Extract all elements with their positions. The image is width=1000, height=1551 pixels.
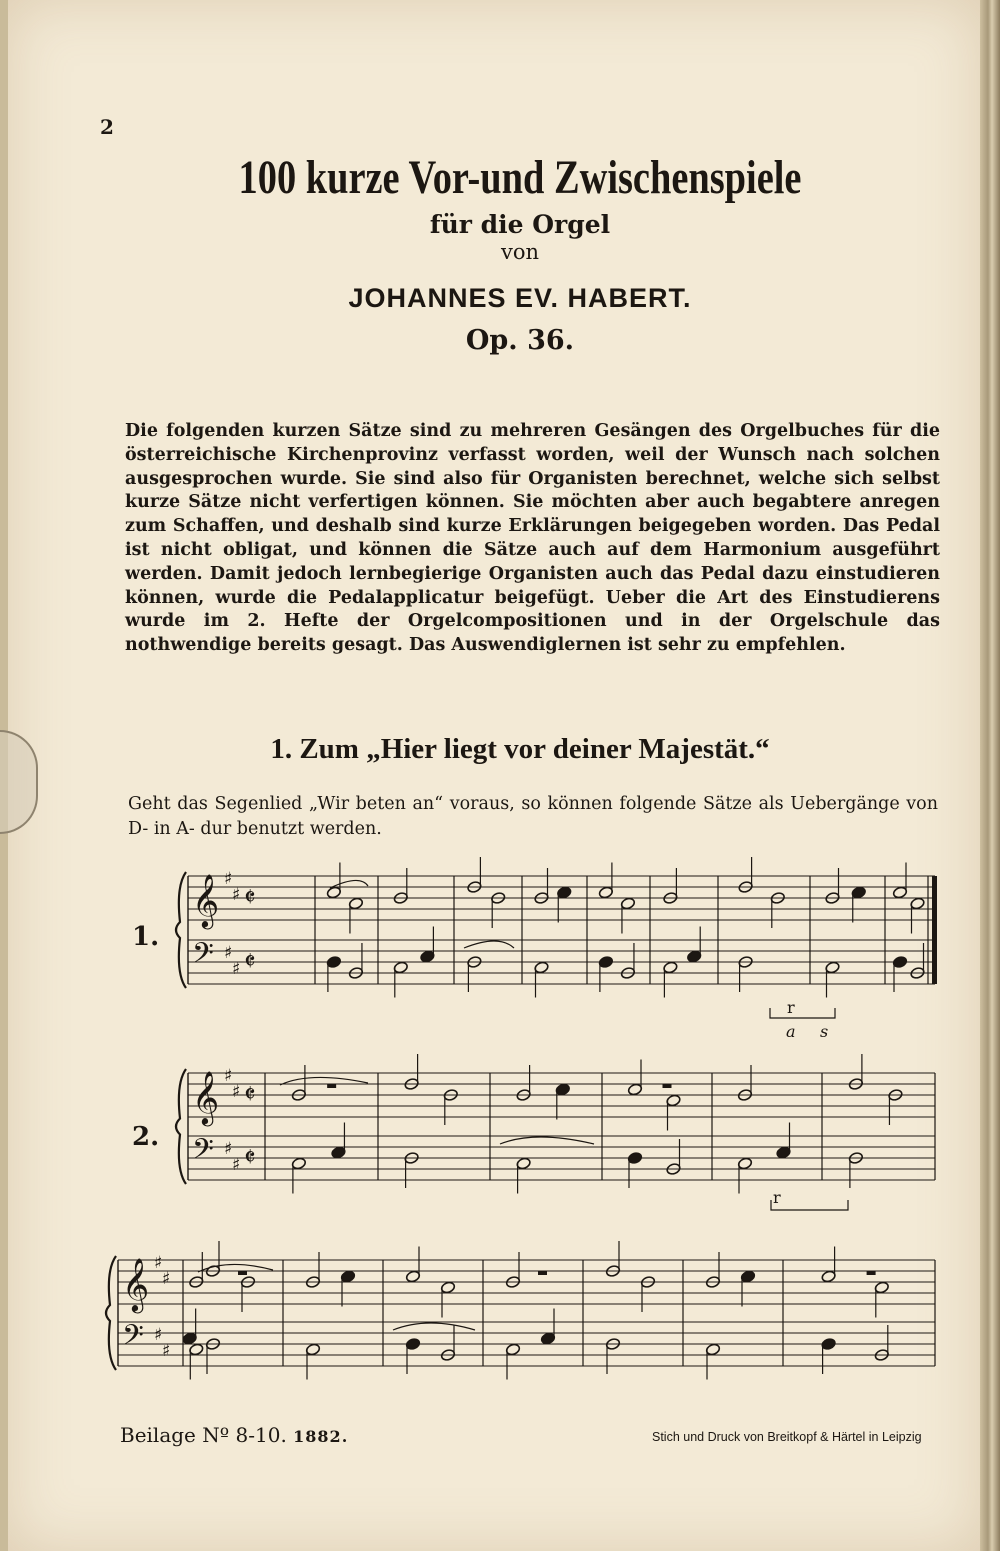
note-head xyxy=(326,955,341,968)
note-head xyxy=(821,1270,836,1283)
key-sharp: ♯ xyxy=(232,1155,241,1175)
page-number: 2 xyxy=(100,115,114,139)
note-head xyxy=(405,1270,420,1283)
half-rest xyxy=(867,1271,876,1275)
key-sharp: ♯ xyxy=(162,1341,171,1361)
key-sharp: ♯ xyxy=(154,1325,163,1345)
note-head xyxy=(440,1281,455,1294)
key-sharp: ♯ xyxy=(232,1082,241,1102)
bass-clef: 𝄢 xyxy=(192,937,214,977)
note-head xyxy=(189,1343,204,1356)
note-head xyxy=(348,897,363,910)
pedal-bracket xyxy=(770,1008,835,1018)
time-signature: 𝄵 xyxy=(244,883,256,913)
by-line: von xyxy=(500,240,540,264)
printer-credit: Stich und Druck von Breitkopf & Härtel in Leipzig xyxy=(652,1430,922,1444)
system-number: 1. xyxy=(132,922,160,952)
note-head xyxy=(291,1157,306,1170)
system-brace xyxy=(106,1256,116,1370)
note-head xyxy=(555,1083,570,1096)
treble-clef: 𝄞 xyxy=(192,873,220,927)
section-heading: 1. Zum „Hier liegt vor deiner Majestät.“ xyxy=(270,733,770,765)
tie xyxy=(393,1323,475,1330)
pedal-mark: s xyxy=(820,1022,829,1041)
pedal-mark: r xyxy=(787,998,795,1017)
half-rest xyxy=(327,1084,336,1088)
note-head xyxy=(776,1146,791,1159)
system-brace xyxy=(176,1069,186,1184)
supplement-year: 1882. xyxy=(293,1427,349,1446)
note-head xyxy=(620,897,635,910)
note-head xyxy=(393,961,408,974)
note-head xyxy=(420,950,435,963)
note-head xyxy=(666,1094,681,1107)
bass-clef: 𝄢 xyxy=(192,1133,214,1173)
final-barline-thick xyxy=(932,876,937,984)
intro-paragraph: Die folgenden kurzen Sätze sind zu mehreren Gesängen des Orgelbuches für die österreichische Kirchenprovinz verfasst worden, weil der Wunsch nach solchen ausgesprochen wurde. Sie sind also für Organisten berechnet, welche sich selbst kurze Sätze nicht verfertigen können. Sie möchten aber auch begabtere anregen zum Schaffen, und deshalb sind kurze Erklärungen beigegeben worden. Das Pedal ist nicht obligat, und können die Sätze auch auf dem Harmonium ausgeführt werden. Damit jedoch lernbegierige Organisten auch das Pedal dazu einstudieren können, wurde die Pedalapplicatur beigefügt. Ueber die Art des Einstudierens wurde im 2. Hefte der Orgelcompositionen und in der Orgelschule das nothwendige bereits gesagt. Das Auswendiglernen ist sehr zu empfehlen. xyxy=(125,421,940,656)
key-sharp: ♯ xyxy=(154,1253,163,1273)
time-signature: 𝄵 xyxy=(244,947,256,977)
note-head xyxy=(405,1337,420,1350)
key-sharp: ♯ xyxy=(224,1139,233,1159)
page-title: 100 kurze Vor-und Zwischenspiele xyxy=(238,151,802,204)
half-rest xyxy=(538,1271,547,1275)
time-signature: 𝄵 xyxy=(244,1143,256,1173)
supplement-number: Beilage Nº 8-10. xyxy=(120,1423,287,1447)
note-head xyxy=(821,1337,836,1350)
treble-clef: 𝄞 xyxy=(122,1257,150,1311)
note-head xyxy=(505,1343,520,1356)
note-head xyxy=(340,1270,355,1283)
pedal-mark: r xyxy=(773,1188,781,1207)
note-head xyxy=(534,961,549,974)
note-head xyxy=(182,1332,197,1345)
note-head xyxy=(627,1151,642,1164)
note-head xyxy=(540,1332,555,1345)
treble-clef: 𝄞 xyxy=(192,1070,220,1124)
note-head xyxy=(598,886,613,899)
note-head xyxy=(516,1157,531,1170)
note-head xyxy=(627,1083,642,1096)
half-rest xyxy=(663,1084,672,1088)
key-sharp: ♯ xyxy=(232,959,241,979)
tie xyxy=(464,941,514,948)
time-signature: 𝄵 xyxy=(244,1080,256,1110)
footer-supplement xyxy=(120,1423,348,1447)
note-head xyxy=(892,886,907,899)
key-sharp: ♯ xyxy=(162,1269,171,1289)
tie xyxy=(500,1137,594,1144)
pedal-mark: a xyxy=(786,1022,796,1041)
opus-number: Op. 36. xyxy=(465,325,575,356)
note-head xyxy=(326,886,341,899)
note-head xyxy=(910,897,925,910)
section-note: Geht das Segenlied „Wir beten an“ voraus, so können folgende Sätze als Uebergänge von D- in A- dur benutzt werden. xyxy=(128,794,938,839)
note-head xyxy=(705,1343,720,1356)
pedal-bracket xyxy=(771,1200,848,1210)
note-head xyxy=(598,955,613,968)
key-sharp: ♯ xyxy=(224,869,233,889)
note-head xyxy=(663,961,678,974)
note-head xyxy=(557,886,572,899)
note-head xyxy=(687,950,702,963)
note-head xyxy=(305,1343,320,1356)
note-head xyxy=(740,1270,755,1283)
note-head xyxy=(874,1281,889,1294)
note-head xyxy=(892,955,907,968)
key-sharp: ♯ xyxy=(224,943,233,963)
system-number: 2. xyxy=(132,1122,160,1152)
note-head xyxy=(331,1146,346,1159)
bass-clef: 𝄢 xyxy=(122,1319,144,1359)
system-brace xyxy=(176,872,186,988)
subtitle: für die Orgel xyxy=(429,210,611,239)
composer-name: JOHANNES EV. HABERT. xyxy=(348,283,692,313)
half-rest xyxy=(238,1271,247,1275)
note-head xyxy=(737,1157,752,1170)
note-head xyxy=(851,886,866,899)
key-sharp: ♯ xyxy=(224,1066,233,1086)
key-sharp: ♯ xyxy=(232,885,241,905)
note-head xyxy=(825,961,840,974)
